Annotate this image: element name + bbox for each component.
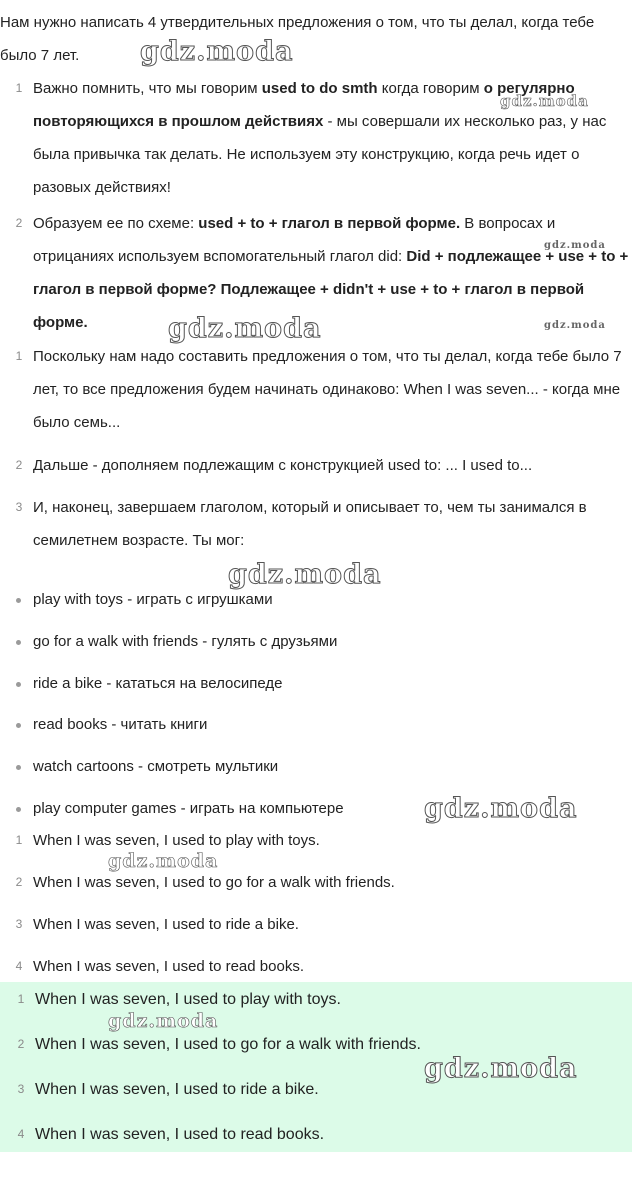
bullet-dot xyxy=(16,682,21,687)
step-item-1 xyxy=(0,340,630,439)
answer-text: When I was seven, I used to play with toys. xyxy=(35,991,341,1008)
step-text: Дальше - дополняем подлежащим с конструкцией used to: ... I used to... xyxy=(33,457,533,474)
step-text: И, наконец, завершаем глаголом, который и описывает то, чем ты занимался в семилетнем возрасте. Ты мог: xyxy=(33,499,587,549)
watermark: gdz.moda xyxy=(424,793,578,824)
bullet-dot xyxy=(16,598,21,603)
bullet-item: play with toys - играть с игрушками xyxy=(0,583,630,616)
watermark: gdz.moda xyxy=(500,92,589,110)
watermark: gdz.moda xyxy=(544,320,606,331)
watermark: gdz.moda xyxy=(108,1010,219,1032)
answer-item-1 xyxy=(0,977,630,1022)
bullet-dot xyxy=(16,807,21,812)
example-text: When I was seven, I used to ride a bike. xyxy=(33,916,299,933)
list-number: 2 xyxy=(15,875,23,889)
example-item-2 xyxy=(0,866,630,899)
bullet-dot xyxy=(16,765,21,770)
example-text: When I was seven, I used to read books. xyxy=(33,958,304,975)
watermark: gdz.moda xyxy=(168,313,322,344)
list-number: 2 xyxy=(15,458,23,472)
example-text: When I was seven, I used to go for a walk with friends. xyxy=(33,874,395,891)
watermark: gdz.moda xyxy=(140,36,294,67)
watermark: gdz.moda xyxy=(544,240,606,251)
bullet-item: go for a walk with friends - гулять с друзьями xyxy=(0,625,630,658)
list-number: 4 xyxy=(15,959,23,973)
step-item-3 xyxy=(0,491,630,557)
list-number: 3 xyxy=(15,917,23,931)
watermark: gdz.moda xyxy=(424,1053,578,1084)
example-item-3 xyxy=(0,908,630,941)
watermark: gdz.moda xyxy=(228,559,382,590)
bullet-item: ride a bike - кататься на велосипеде xyxy=(0,667,630,700)
bullet-item: watch cartoons - смотреть мультики xyxy=(0,750,630,783)
answer-text: When I was seven, I used to go for a walk with friends. xyxy=(35,1036,421,1053)
example-text: When I was seven, I used to play with toys. xyxy=(33,832,320,849)
list-number: 2 xyxy=(15,216,23,230)
bullet-item: play computer games - играть на компьютере xyxy=(0,792,630,825)
answer-item-4 xyxy=(0,1112,630,1157)
answer-text: When I was seven, I used to read books. xyxy=(35,1126,325,1143)
list-number: 3 xyxy=(15,500,23,514)
bullet-item: read books - читать книги xyxy=(0,708,630,741)
list-number: 4 xyxy=(17,1127,25,1141)
step-text: Поскольку нам надо составить предложения о том, что ты делал, когда тебе было 7 лет, то все предложения будем начинать одинаково: When I was seven... - когда мне было семь... xyxy=(33,348,622,431)
example-item-1 xyxy=(0,824,630,857)
list-number: 1 xyxy=(15,81,23,95)
list-number: 1 xyxy=(15,833,23,847)
list-number: 1 xyxy=(15,349,23,363)
bullet-dot xyxy=(16,640,21,645)
watermark: gdz.moda xyxy=(108,850,219,872)
rule-text-1: Важно помнить, что мы говорим used to do smth когда говорим о регулярно повторяющихся в прошлом действиях - мы совершали их несколько раз, у нас была привычка так делать. Не используем эту конструкцию, когда речь идет о разовых действиях! xyxy=(33,80,607,196)
bullet-dot xyxy=(16,723,21,728)
intro-text: Нам нужно написать 4 утвердительных предложения о том, что ты делал, когда тебе было 7 лет. xyxy=(0,14,595,64)
list-number: 1 xyxy=(17,992,25,1006)
answer-text: When I was seven, I used to ride a bike. xyxy=(35,1081,319,1098)
list-number: 2 xyxy=(17,1037,25,1051)
step-item-2 xyxy=(0,449,630,482)
list-number: 3 xyxy=(17,1082,25,1096)
rule-text-2: Образуем ее по схеме: used + to + глагол в первой форме. В вопросах и отрицаниях используем вспомогательный глагол did: Did + подлежащее + use + to + глагол в первой форме? Подлежащее + didn't + use + to + глагол в первой форме. xyxy=(33,215,629,331)
